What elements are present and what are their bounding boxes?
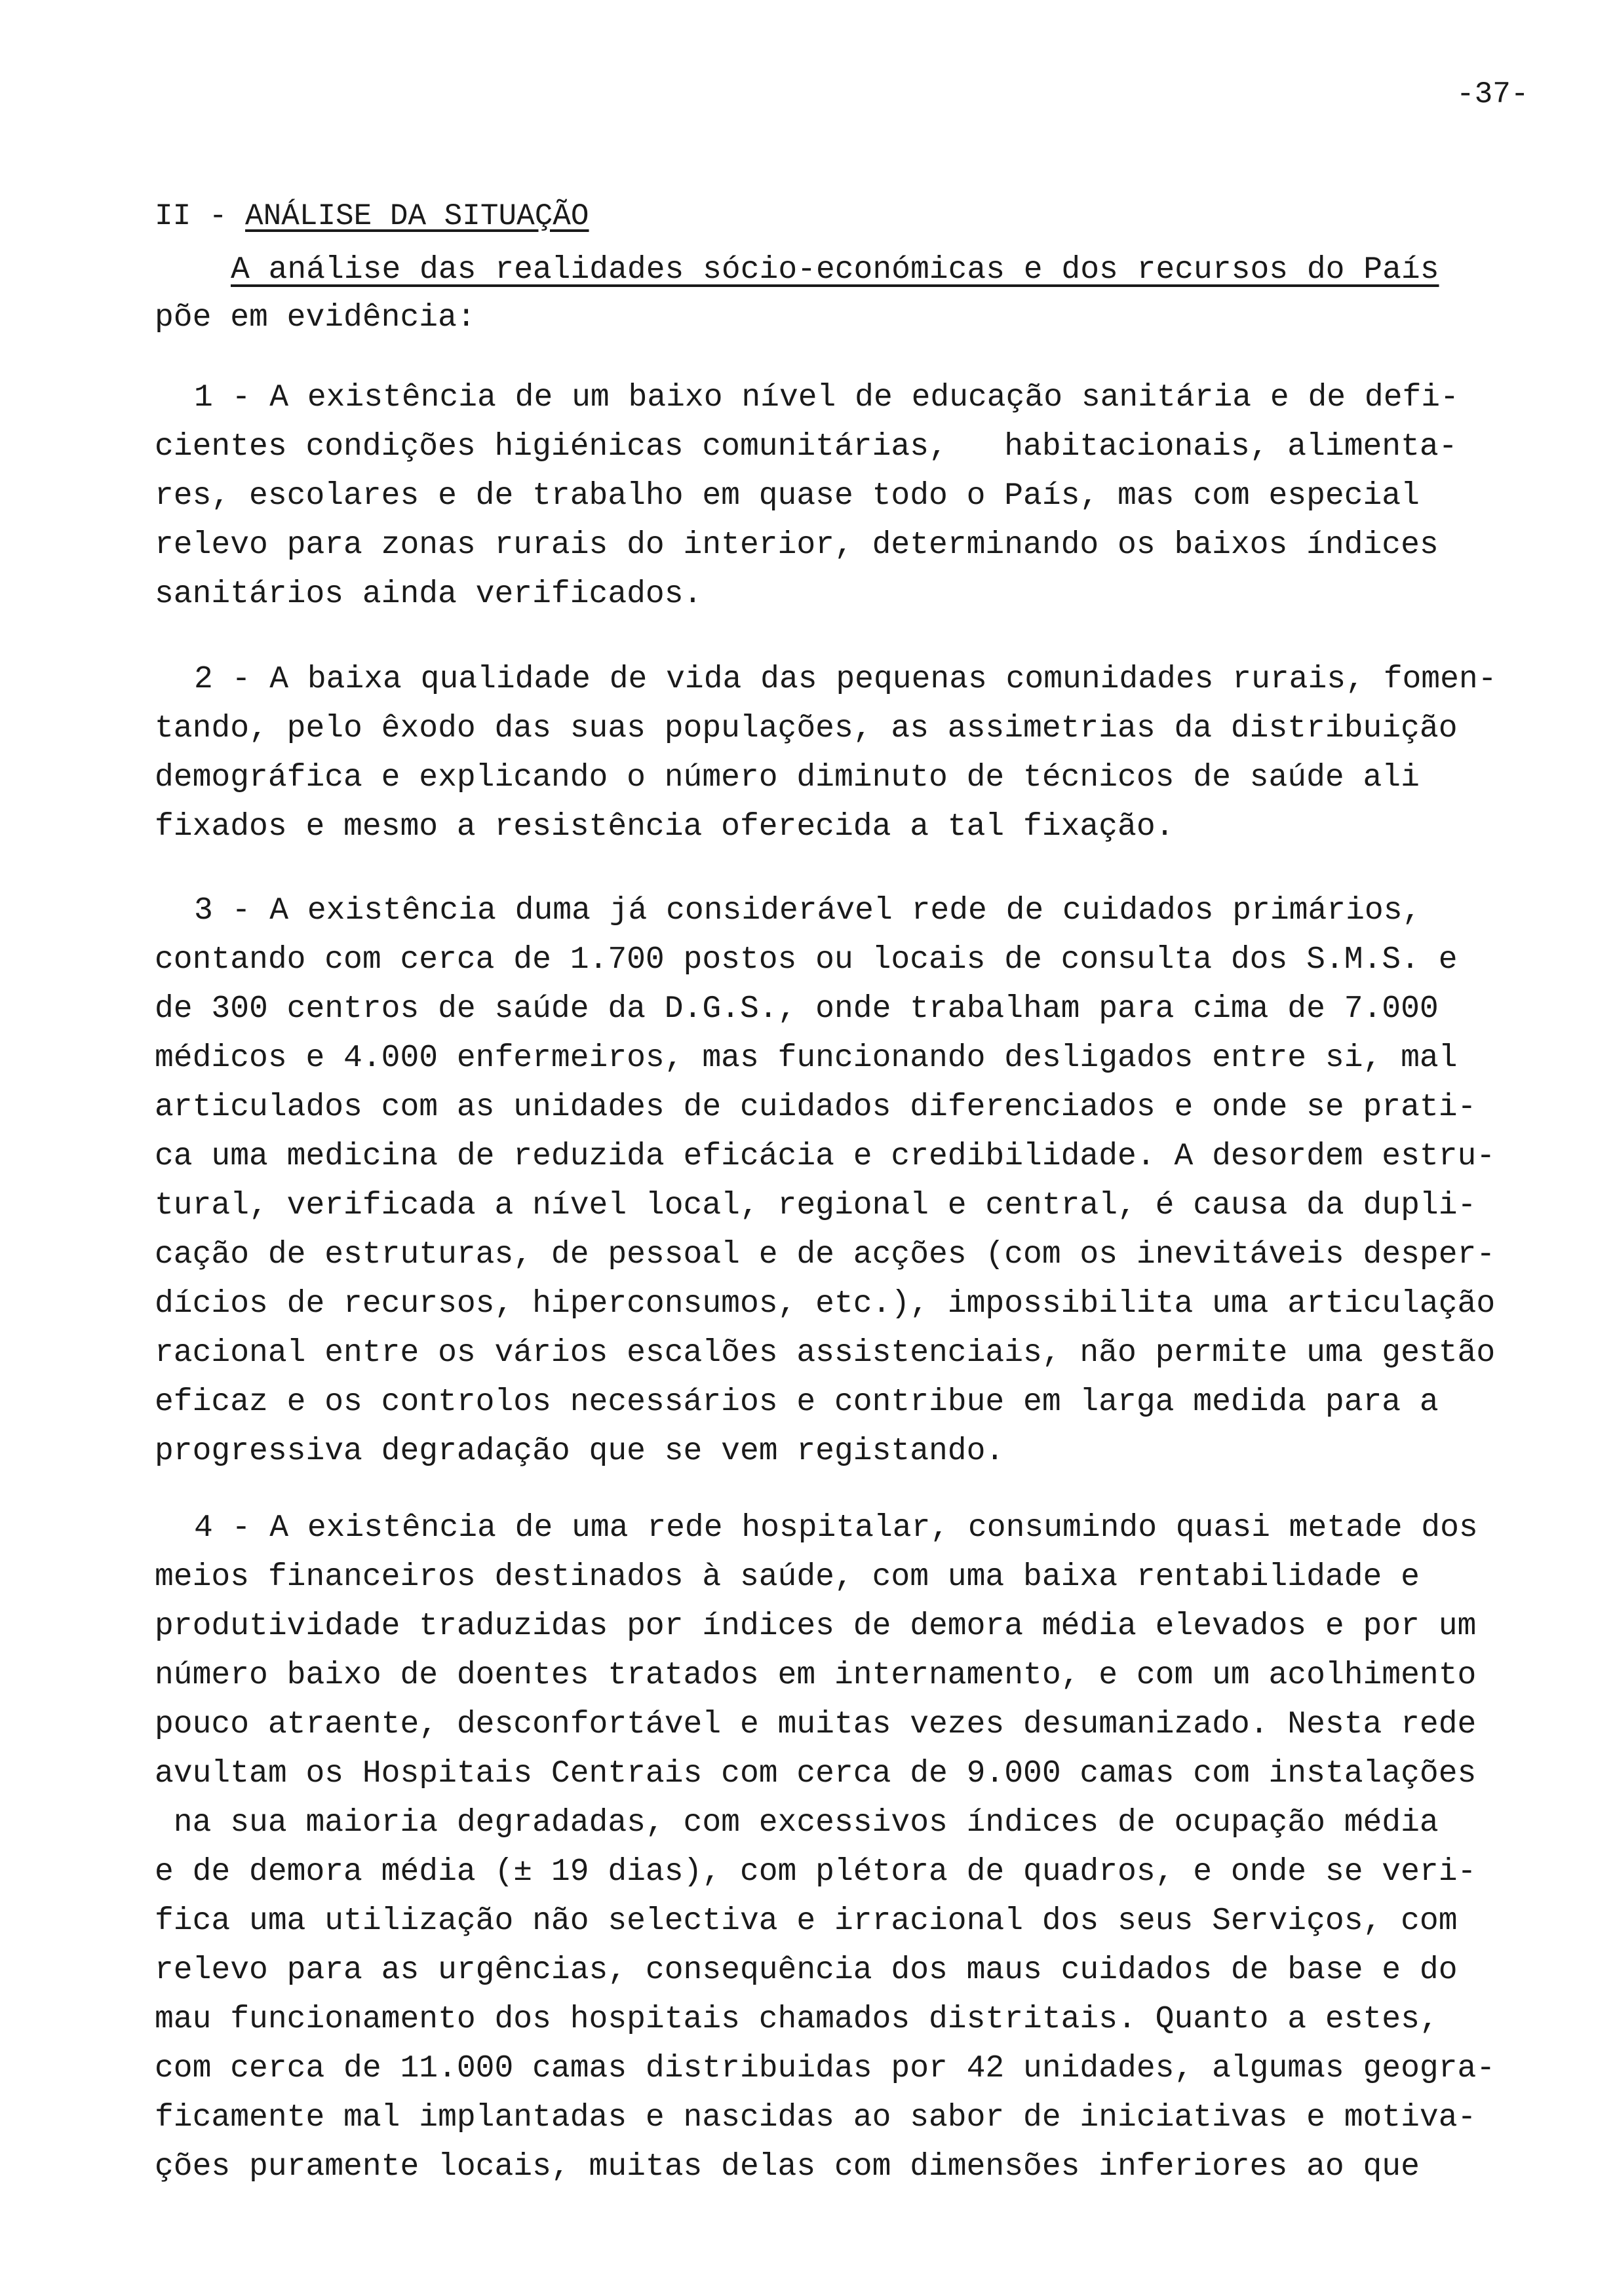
paragraph-line: cientes condições higiénicas comunitárias, habitacionais, alimenta- — [155, 429, 1458, 465]
paragraph-line: dícios de recursos, hiperconsumos, etc.), impossibilita uma articulação — [155, 1286, 1496, 1322]
paragraph-line: demográfica e explicando o número diminuto de técnicos de saúde ali — [155, 760, 1420, 795]
paragraph-line: 1 - A existência de um baixo nível de educação sanitária e de defi- — [194, 380, 1459, 415]
paragraph-3 — [155, 887, 1538, 1476]
paragraph-line: racional entre os vários escalões assistenciais, não permite uma gestão — [155, 1335, 1496, 1371]
paragraph-line: e de demora média (± 19 dias), com plétora de quadros, e onde se veri- — [155, 1854, 1477, 1890]
paragraph-line: contando com cerca de 1.700 postos ou locais de consulta dos S.M.S. e — [155, 942, 1458, 978]
paragraph-line: relevo para zonas rurais do interior, determinando os baixos índices — [155, 527, 1439, 563]
section-heading-title: ANÁLISE DA SITUAÇÃO — [245, 199, 589, 233]
paragraph-line: tando, pelo êxodo das suas populações, as assimetrias da distribuição — [155, 711, 1458, 746]
paragraph-line: tural, verificada a nível local, regional e central, é causa da dupli- — [155, 1188, 1477, 1223]
paragraph-line: ficamente mal implantadas e nascidas ao sabor de iniciativas e motiva- — [155, 2100, 1477, 2135]
paragraph-line: 2 - A baixa qualidade de vida das pequenas comunidades rurais, fomen- — [194, 662, 1497, 697]
paragraph-line: médicos e 4.000 enfermeiros, mas funcionando desligados entre si, mal — [155, 1041, 1458, 1076]
intro-underlined-text: A análise das realidades sócio-económicas e dos recursos do País — [231, 252, 1439, 288]
paragraph-line: articulados com as unidades de cuidados diferenciados e onde se prati- — [155, 1090, 1477, 1125]
paragraph-2 — [155, 655, 1538, 852]
paragraph-line: res, escolares e de trabalho em quase todo o País, mas com especial — [155, 478, 1420, 514]
paragraph-line: ca uma medicina de reduzida eficácia e credibilidade. A desordem estru- — [155, 1139, 1496, 1174]
paragraph-line: relevo para as urgências, consequência dos maus cuidados de base e do — [155, 1953, 1458, 1988]
paragraph-line: sanitários ainda verificados. — [155, 577, 703, 612]
paragraph-line: número baixo de doentes tratados em internamento, e com um acolhimento — [155, 1658, 1477, 1693]
paragraph-line: fica uma utilização não selectiva e irracional dos seus Serviços, com — [155, 1904, 1458, 1939]
paragraph-line: 3 - A existência duma já considerável rede de cuidados primários, — [194, 893, 1422, 928]
paragraph-line: de 300 centros de saúde da D.G.S., onde trabalham para cima de 7.000 — [155, 991, 1439, 1027]
paragraph-4 — [155, 1504, 1538, 2192]
paragraph-line: ções puramente locais, muitas delas com dimensões inferiores ao que — [155, 2149, 1420, 2185]
section-heading-prefix: II - — [155, 199, 246, 233]
intro-continuation-text: põe em evidência: — [155, 300, 476, 335]
page-number: -37- — [1456, 77, 1529, 111]
paragraph-line: pouco atraente, desconfortável e muitas vezes desumanizado. Nesta rede — [155, 1707, 1477, 1742]
paragraph-line: fixados e mesmo a resistência oferecida a tal fixação. — [155, 809, 1175, 845]
paragraph-line: eficaz e os controlos necessários e contribue em larga medida para a — [155, 1385, 1439, 1420]
paragraph-1 — [155, 373, 1538, 619]
paragraph-line: avultam os Hospitais Centrais com cerca de 9.000 camas com instalações — [155, 1756, 1477, 1791]
paragraph-line: progressiva degradação que se vem registando. — [155, 1434, 1005, 1469]
paragraph-line: cação de estruturas, de pessoal e de acções (com os inevitáveis desper- — [155, 1237, 1496, 1272]
paragraph-line: 4 - A existência de uma rede hospitalar, consumindo quasi metade dos — [194, 1510, 1478, 1546]
section-heading — [155, 199, 589, 233]
paragraph-line: na sua maioria degradadas, com excessivos índices de ocupação média — [155, 1805, 1439, 1841]
paragraph-line: produtividade traduzidas por índices de demora média elevados e por um — [155, 1609, 1477, 1644]
paragraph-line: com cerca de 11.000 camas distribuidas por 42 unidades, algumas geogra- — [155, 2051, 1496, 2086]
paragraph-line: mau funcionamento dos hospitais chamados distritais. Quanto a estes, — [155, 2002, 1439, 2037]
paragraph-line: meios financeiros destinados à saúde, com uma baixa rentabilidade e — [155, 1559, 1420, 1595]
